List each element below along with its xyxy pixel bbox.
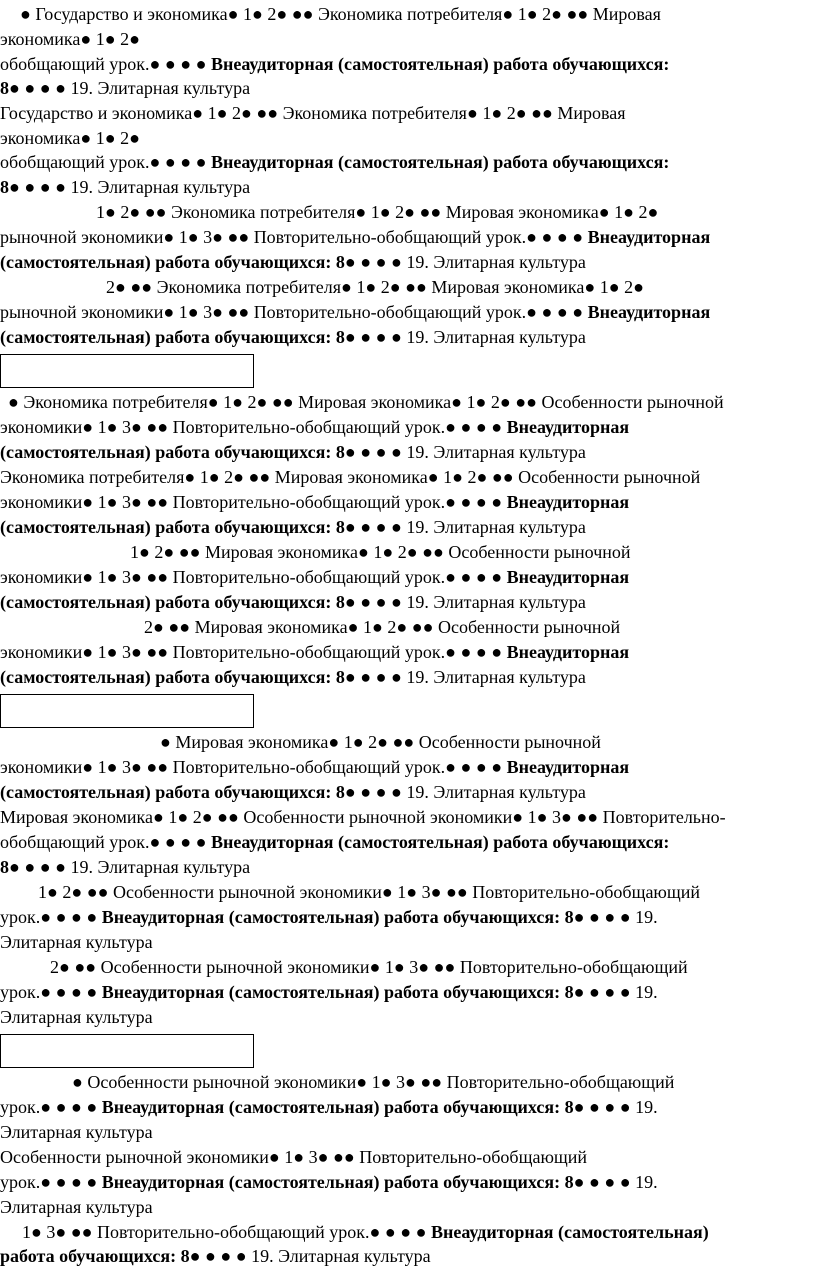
text-segment: Элитарная культура bbox=[0, 1197, 153, 1217]
text-segment: урок.● ● ● ● bbox=[0, 1172, 102, 1192]
text-segment: рыночной экономики● 1● 3● ●● Повторительно-обобщающий урок.● ● ● ● bbox=[0, 227, 588, 247]
text-segment: ● Мировая экономика● 1● 2● ●● Особенности рыночной bbox=[160, 732, 601, 752]
bold-text: работа обучающихся: 8● ● ● ● bbox=[0, 1246, 252, 1266]
text-segment: Элитарная культура bbox=[0, 1007, 153, 1027]
text-line bbox=[0, 225, 816, 250]
text-segment: 19. Элитарная культура bbox=[70, 78, 251, 98]
text-segment: 19. Элитарная культура bbox=[406, 517, 586, 537]
empty-frame-box bbox=[0, 354, 254, 388]
text-line bbox=[0, 730, 816, 755]
bold-text: (самостоятельная) работа обучающихся: 8● ● ● ● bbox=[0, 252, 407, 272]
bold-text: Внеаудиторная (самостоятельная) работа обучающихся: bbox=[210, 54, 670, 74]
text-line bbox=[0, 175, 816, 200]
text-line bbox=[0, 1220, 816, 1245]
bold-text: (самостоятельная) работа обучающихся: 8● ● ● ● bbox=[0, 327, 407, 347]
text-line bbox=[0, 1070, 816, 1095]
bold-text: Внеаудиторная (самостоятельная) bbox=[430, 1222, 709, 1242]
text-segment: 19. bbox=[635, 907, 658, 927]
text-segment: 19. Элитарная культура bbox=[406, 782, 586, 802]
bold-text: Внеаудиторная bbox=[506, 567, 630, 587]
text-segment: 1● 2● ●● Особенности рыночной экономики● 1● 3● ●● Повторительно-обобщающий bbox=[38, 882, 701, 902]
bold-text: 8● ● ● ● bbox=[0, 177, 71, 197]
text-segment: Мировая экономика● 1● 2● ●● Особенности рыночной экономики● 1● 3● ●● Повторительно- bbox=[0, 807, 726, 827]
text-segment: 2● ●● Мировая экономика● 1● 2● ●● Особенности рыночной bbox=[144, 617, 621, 637]
text-line bbox=[0, 1005, 816, 1030]
text-line bbox=[0, 590, 816, 615]
text-segment: экономики● 1● 3● ●● Повторительно-обобщающий урок.● ● ● ● bbox=[0, 642, 507, 662]
bold-text: 8● ● ● ● bbox=[0, 78, 71, 98]
text-segment: урок.● ● ● ● bbox=[0, 982, 102, 1002]
text-line bbox=[0, 325, 816, 350]
text-segment: экономики● 1● 3● ●● Повторительно-обобщающий урок.● ● ● ● bbox=[0, 757, 507, 777]
bold-text: Внеаудиторная (самостоятельная) работа обучающихся: 8● ● ● ● bbox=[101, 1097, 636, 1117]
text-segment: обобщающий урок.● ● ● ● bbox=[0, 54, 211, 74]
text-line bbox=[0, 275, 816, 300]
text-segment: 1● 3● ●● Повторительно-обобщающий урок.● ● ● ● bbox=[22, 1222, 431, 1242]
bold-text: Внеаудиторная bbox=[506, 642, 630, 662]
text-segment: экономики● 1● 3● ●● Повторительно-обобщающий урок.● ● ● ● bbox=[0, 417, 507, 437]
text-line bbox=[0, 440, 816, 465]
empty-frame-box bbox=[0, 1034, 254, 1068]
text-line bbox=[0, 2, 816, 27]
text-line bbox=[0, 300, 816, 325]
text-segment: ● Экономика потребителя● 1● 2● ●● Мировая экономика● 1● 2● ●● Особенности рыночной bbox=[8, 392, 724, 412]
text-line bbox=[0, 880, 816, 905]
bold-text: (самостоятельная) работа обучающихся: 8● ● ● ● bbox=[0, 592, 407, 612]
text-line bbox=[0, 540, 816, 565]
text-segment: рыночной экономики● 1● 3● ●● Повторительно-обобщающий урок.● ● ● ● bbox=[0, 302, 588, 322]
text-line bbox=[0, 930, 816, 955]
text-line bbox=[0, 565, 816, 590]
text-segment: урок.● ● ● ● bbox=[0, 907, 102, 927]
text-segment: Государство и экономика● 1● 2● ●● Экономика потребителя● 1● 2● ●● Мировая bbox=[0, 103, 626, 123]
text-line bbox=[0, 780, 816, 805]
text-line bbox=[0, 52, 816, 77]
text-segment: экономика● 1● 2● bbox=[0, 128, 140, 148]
bold-text: Внеаудиторная bbox=[506, 757, 630, 777]
bold-text: Внеаудиторная bbox=[587, 227, 711, 247]
text-line bbox=[0, 905, 816, 930]
text-segment: 19. Элитарная культура bbox=[70, 857, 251, 877]
text-line bbox=[0, 640, 816, 665]
text-line bbox=[0, 200, 816, 225]
text-line bbox=[0, 250, 816, 275]
text-segment: 19. bbox=[635, 1097, 658, 1117]
bold-text: (самостоятельная) работа обучающихся: 8● ● ● ● bbox=[0, 517, 407, 537]
text-line bbox=[0, 415, 816, 440]
text-line bbox=[0, 1095, 816, 1120]
text-segment: Элитарная культура bbox=[0, 1122, 153, 1142]
text-segment: урок.● ● ● ● bbox=[0, 1097, 102, 1117]
text-line bbox=[0, 1195, 816, 1220]
bold-text: Внеаудиторная bbox=[506, 492, 630, 512]
text-line bbox=[0, 1120, 816, 1145]
bold-text: Внеаудиторная (самостоятельная) работа обучающихся: 8● ● ● ● bbox=[101, 907, 636, 927]
text-segment: 2● ●● Экономика потребителя● 1● 2● ●● Мировая экономика● 1● 2● bbox=[106, 277, 644, 297]
text-line bbox=[0, 515, 816, 540]
text-line bbox=[0, 76, 816, 101]
text-segment: экономики● 1● 3● ●● Повторительно-обобщающий урок.● ● ● ● bbox=[0, 492, 507, 512]
text-segment: ● Государство и экономика● 1● 2● ●● Экономика потребителя● 1● 2● ●● Мировая bbox=[20, 4, 661, 24]
text-line bbox=[0, 805, 816, 830]
text-line bbox=[0, 1145, 816, 1170]
text-line bbox=[0, 755, 816, 780]
text-line bbox=[0, 855, 816, 880]
text-line bbox=[0, 830, 816, 855]
bold-text: Внеаудиторная (самостоятельная) работа обучающихся: 8● ● ● ● bbox=[101, 1172, 636, 1192]
text-segment: обобщающий урок.● ● ● ● bbox=[0, 152, 211, 172]
bold-text: (самостоятельная) работа обучающихся: 8● ● ● ● bbox=[0, 782, 407, 802]
bold-text: (самостоятельная) работа обучающихся: 8● ● ● ● bbox=[0, 667, 407, 687]
bold-text: Внеаудиторная bbox=[587, 302, 711, 322]
text-segment: 19. Элитарная культура bbox=[406, 442, 586, 462]
text-segment: экономика● 1● 2● bbox=[0, 29, 140, 49]
text-line bbox=[0, 1244, 816, 1269]
text-segment: обобщающий урок.● ● ● ● bbox=[0, 832, 211, 852]
text-segment: 19. Элитарная культура bbox=[406, 592, 586, 612]
text-line bbox=[0, 665, 816, 690]
text-segment: 19. Элитарная культура bbox=[251, 1246, 431, 1266]
text-segment: 19. Элитарная культура bbox=[70, 177, 251, 197]
empty-frame-box bbox=[0, 694, 254, 728]
bold-text: (самостоятельная) работа обучающихся: 8● ● ● ● bbox=[0, 442, 407, 462]
text-line bbox=[0, 1170, 816, 1195]
text-line bbox=[0, 615, 816, 640]
bold-text: Внеаудиторная bbox=[506, 417, 630, 437]
text-line bbox=[0, 465, 816, 490]
text-segment: 19. Элитарная культура bbox=[406, 327, 586, 347]
text-segment: 1● 2● ●● Экономика потребителя● 1● 2● ●● Мировая экономика● 1● 2● bbox=[96, 202, 659, 222]
text-line bbox=[0, 955, 816, 980]
text-line bbox=[0, 27, 816, 52]
text-segment: Экономика потребителя● 1● 2● ●● Мировая экономика● 1● 2● ●● Особенности рыночной bbox=[0, 467, 701, 487]
bold-text: Внеаудиторная (самостоятельная) работа обучающихся: 8● ● ● ● bbox=[101, 982, 636, 1002]
text-segment: Особенности рыночной экономики● 1● 3● ●● Повторительно-обобщающий bbox=[0, 1147, 588, 1167]
text-line bbox=[0, 101, 816, 126]
text-segment: 2● ●● Особенности рыночной экономики● 1● 3● ●● Повторительно-обобщающий bbox=[50, 957, 688, 977]
text-segment: 19. Элитарная культура bbox=[406, 667, 586, 687]
text-segment: ● Особенности рыночной экономики● 1● 3● ●● Повторительно-обобщающий bbox=[72, 1072, 675, 1092]
text-line bbox=[0, 490, 816, 515]
text-line bbox=[0, 390, 816, 415]
text-segment: 19. bbox=[635, 982, 658, 1002]
text-segment: 1● 2● ●● Мировая экономика● 1● 2● ●● Особенности рыночной bbox=[130, 542, 631, 562]
bold-text: 8● ● ● ● bbox=[0, 857, 71, 877]
bold-text: Внеаудиторная (самостоятельная) работа обучающихся: bbox=[210, 832, 670, 852]
text-line bbox=[0, 150, 816, 175]
text-segment: Элитарная культура bbox=[0, 932, 153, 952]
text-line bbox=[0, 980, 816, 1005]
bold-text: Внеаудиторная (самостоятельная) работа обучающихся: bbox=[210, 152, 670, 172]
text-segment: 19. Элитарная культура bbox=[406, 252, 586, 272]
text-segment: 19. bbox=[635, 1172, 658, 1192]
text-line bbox=[0, 126, 816, 151]
text-segment: экономики● 1● 3● ●● Повторительно-обобщающий урок.● ● ● ● bbox=[0, 567, 507, 587]
